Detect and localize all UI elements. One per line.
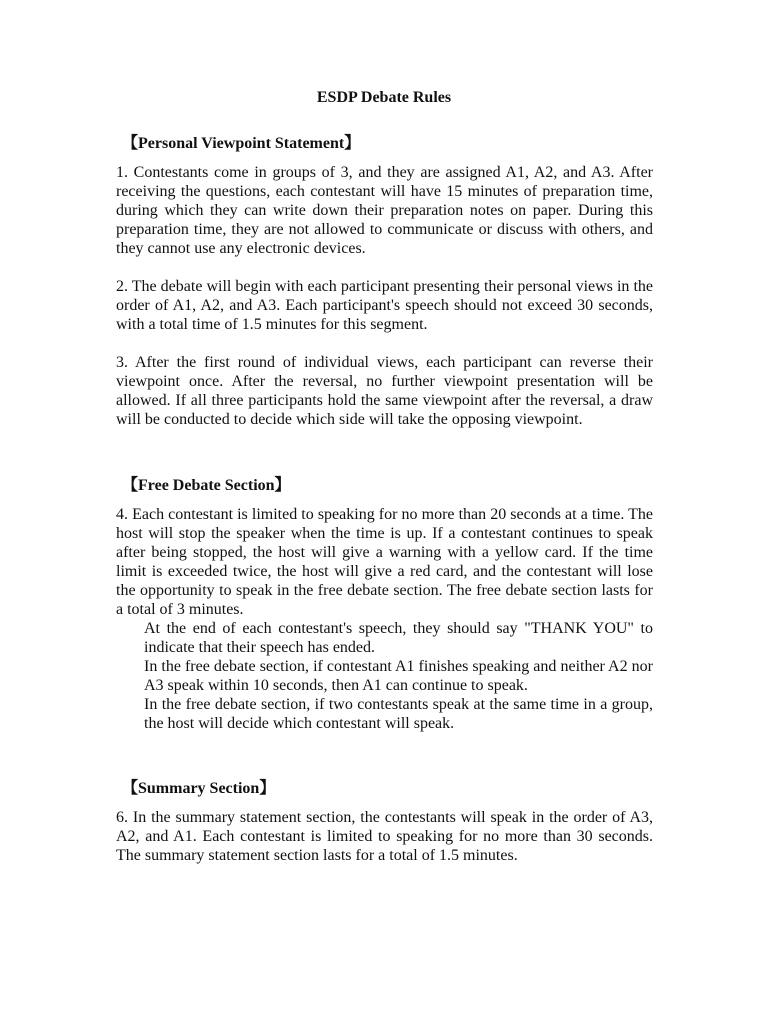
section-heading-free-debate: 【Free Debate Section】 [122, 477, 291, 494]
document-title: ESDP Debate Rules [316, 89, 452, 106]
section-heading-summary: 【Summary Section】 [122, 780, 276, 797]
rule-sub-item-simultaneous-speech: In the free debate section, if two contestants speak at the same time in a group, the host will decide which contestant will speak. [144, 696, 653, 732]
rule-paragraph-1: 1. Contestants come in groups of 3, and they are assigned A1, A2, and A3. After receiving the questions, each contestant will have 15 minutes of preparation time, during which they can write down their preparation notes on paper. During this preparation time, they are not allowed to communicate or discuss with others, and they cannot use any electronic devices. [116, 164, 653, 257]
rule-paragraph-4: 4. Each contestant is limited to speaking for no more than 20 seconds at a time. The host will stop the speaker when the time is up. If a contestant continues to speak after being stopped, the host will give a warning with a yellow card. If the time limit is exceeded twice, the host will give a red card, and the contestant will lose the opportunity to speak in the free debate section. The free debate section lasts for a total of 3 minutes. [116, 506, 653, 618]
rule-sub-item-a1-continue: In the free debate section, if contestant A1 finishes speaking and neither A2 nor A3 speak within 10 seconds, then A1 can continue to speak. [144, 658, 653, 694]
section-heading-personal-viewpoint: 【Personal Viewpoint Statement】 [122, 135, 361, 152]
rule-paragraph-2: 2. The debate will begin with each participant presenting their personal views in the order of A1, A2, and A3. Each participant's speech should not exceed 30 seconds, with a total time of 1.5 minutes for this segment. [116, 278, 653, 333]
rule-paragraph-6: 6. In the summary statement section, the contestants will speak in the order of A3, A2, and A1. Each contestant is limited to speaking for no more than 30 seconds. The summary statement section lasts for a total of 1.5 minutes. [116, 809, 653, 864]
rule-paragraph-3: 3. After the first round of individual views, each participant can reverse their viewpoint once. After the reversal, no further viewpoint presentation will be allowed. If all three participants hold the same viewpoint after the reversal, a draw will be conducted to decide which side will take the opposing viewpoint. [116, 354, 653, 428]
rule-sub-item-thank-you: At the end of each contestant's speech, they should say "THANK YOU" to indicate that their speech has ended. [144, 620, 653, 656]
